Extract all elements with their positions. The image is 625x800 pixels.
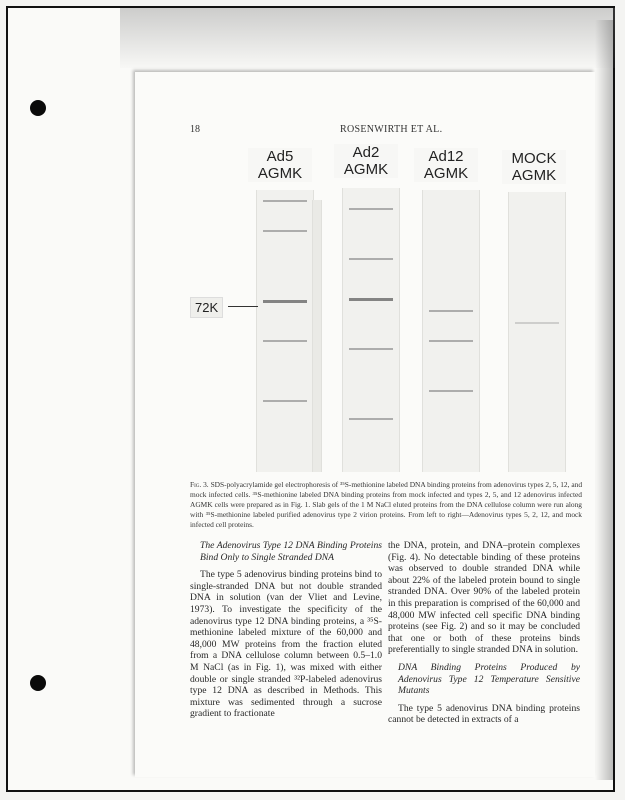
right-column [388, 540, 580, 732]
scan-shadow-top [120, 8, 615, 68]
gel-band [429, 390, 473, 392]
gel-band [349, 258, 393, 260]
figure-caption [190, 480, 582, 530]
gel-band [263, 200, 307, 202]
gel-band [515, 322, 559, 324]
left-column [190, 540, 382, 726]
punch-hole-bottom [30, 675, 46, 691]
gel-band [349, 208, 393, 210]
lane-label-line: Ad5 [266, 148, 294, 165]
gel-lane-ad5 [256, 190, 314, 472]
gel-band [263, 340, 307, 342]
page-number: 18 [190, 124, 200, 135]
gel-band [263, 230, 307, 232]
gel-lane-ad2 [342, 188, 400, 472]
lane-label-ad12 [414, 148, 478, 182]
body-paragraph: The type 5 adenovirus DNA binding proteins cannot be detected in extracts of a [388, 702, 580, 726]
punch-hole-top [30, 100, 46, 116]
gel-band [349, 298, 393, 301]
section-heading: DNA Binding Proteins Produced by Adenovirus Type 12 Temperature Sensitive Mutants [398, 661, 580, 697]
body-paragraph: The type 5 adenovirus binding proteins bind to single-stranded DNA but not double stranded DNA in solution (van der Vliet and Levine, 1973). To investigate the specificity of the adenovirus type 12 DNA binding proteins, a ³⁵S-methionine labeled mixture of the 60,000 and 48,000 MW proteins from the fraction eluted from a DNA cellulose column between 0.5–1.0 M NaCl (as in Fig. 1), was mixed with either double or single stranded ³²P-labeled adenovirus type 12 DNA as described in Methods. This mixture was sedimented through a sucrose gradient to fractionate [190, 569, 382, 720]
gel-band [429, 340, 473, 342]
gel-band [263, 300, 307, 303]
gel-band [349, 348, 393, 350]
lane-label-ad2 [334, 144, 398, 178]
lane-label-ad5 [248, 148, 312, 182]
lane-label-line: MOCK [511, 150, 557, 167]
gel-band [263, 400, 307, 402]
marker-72k-label: 72K [190, 297, 223, 318]
gel-lane-mock [508, 192, 566, 472]
section-heading: The Adenovirus Type 12 DNA Binding Proteins Bind Only to Single Stranded DNA [200, 540, 382, 563]
scan-shadow-right [595, 20, 613, 780]
gel-band [429, 310, 473, 312]
caption-label: Fig. 3. [190, 480, 209, 489]
caption-text: SDS-polyacrylamide gel electrophoresis of ³⁵S-methionine labeled DNA binding proteins from adenovirus types 2, 5, 12, and mock infected cells. ³⁵S-methionine labeled DNA binding proteins from mock infected and types 2, 5, and 12 adenovirus infected AGMK cells were prepared as in Fig. 1. Slab gels of the 1 M NaCl eluted proteins from the DNA cellulose column were run along with ³⁵S-methionine labeled purified adenovirus type 2 virion proteins. From left to right—Adenovirus types 5, 2, 12, and mock infected cell proteins. [190, 480, 583, 529]
lane-label-line: AGMK [423, 165, 469, 182]
gel-lane-ad12 [422, 190, 480, 472]
body-paragraph: the DNA, protein, and DNA–protein complexes (Fig. 4). No detectable binding of these proteins was observed to double stranded DNA while about 22% of the labeled protein bound to single stranded DNA. Over 90% of the labeled protein in this preparation is comprised of the 60,000 and 48,000 MW infected cell specific DNA binding proteins (see Fig. 2) and so it may be concluded that one or both of these proteins binds preferentially to single stranded DNA in solution. [388, 540, 580, 656]
author-running-head: ROSENWIRTH ET AL. [340, 124, 443, 135]
lane-label-line: Ad12 [428, 148, 464, 165]
lane-label-line: AGMK [257, 165, 303, 182]
gel-figure [190, 140, 590, 475]
lane-label-line: Ad2 [352, 144, 380, 161]
lane-label-line: AGMK [343, 161, 389, 178]
gel-band [349, 418, 393, 420]
gel-lane-ad5-marker [312, 200, 322, 472]
lane-label-mock [502, 150, 566, 184]
lane-label-line: AGMK [511, 167, 557, 184]
marker-72k-arrow [228, 306, 258, 307]
